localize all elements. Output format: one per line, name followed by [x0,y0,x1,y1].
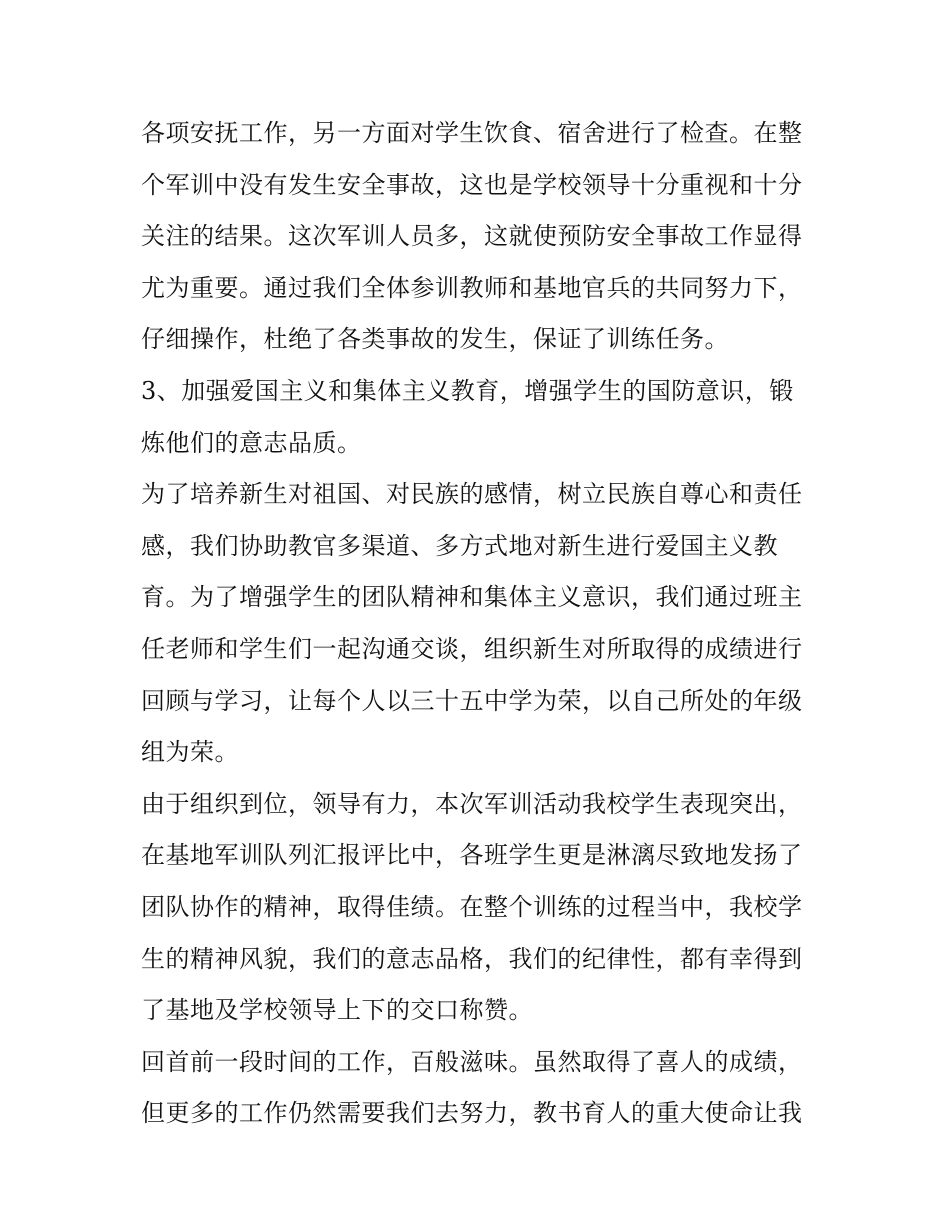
section-heading-line: 3、加强爱国主义和集体主义教育，增强学生的国防意识，锻 [141,376,794,405]
text-line: 关注的结果。这次军训人员多，这就使预防安全事故工作显得 [141,222,803,251]
text-line: 生的精神风貌，我们的意志品格，我们的纪律性，都有幸得到 [141,944,803,973]
text-line: 个军训中没有发生安全事故，这也是学校领导十分重视和十分 [141,170,803,199]
text-line: 为了培养新生对祖国、对民族的感情，树立民族自尊心和责任 [141,480,803,509]
text-line: 任老师和学生们一起沟通交谈，组织新生对所取得的成绩进行 [141,634,803,663]
text-line: 仔细操作，杜绝了各类事故的发生，保证了训练任务。 [141,325,729,354]
text-line: 育。为了增强学生的团队精神和集体主义意识，我们通过班主 [141,583,803,612]
text-line: 尤为重要。通过我们全体参训教师和基地官兵的共同努力下， [141,273,803,302]
text-line: 回首前一段时间的工作，百般滋味。虽然取得了喜人的成绩， [141,1047,803,1076]
text-line: 团队协作的精神，取得佳绩。在整个训练的过程当中，我校学 [141,892,803,921]
text-line: 了基地及学校领导上下的交口称赞。 [141,996,533,1025]
text-line: 回顾与学习，让每个人以三十五中学为荣，以自己所处的年级 [141,686,803,715]
text-line: 感，我们协助教官多渠道、多方式地对新生进行爱国主义教 [141,531,778,560]
text-line: 组为荣。 [141,738,239,767]
text-line: 在基地军训队列汇报评比中，各班学生更是淋漓尽致地发扬了 [141,841,803,870]
text-line: 各项安抚工作，另一方面对学生饮食、宿舍进行了检查。在整 [141,119,803,147]
body-text [141,108,821,1140]
section-heading-line: 炼他们的意志品质。 [141,428,362,457]
text-line: 由于组织到位，领导有力，本次军训活动我校学生表现突出， [141,789,803,818]
text-line: 但更多的工作仍然需要我们去努力，教书育人的重大使命让我 [141,1099,803,1128]
